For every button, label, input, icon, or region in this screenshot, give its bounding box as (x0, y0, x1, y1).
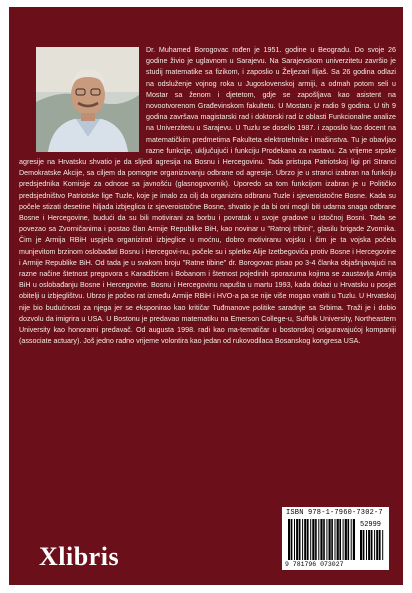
author-bio (19, 45, 396, 347)
ean-bars (288, 519, 356, 560)
isbn-barcode (282, 507, 389, 570)
isbn-number: ISBN 978-1-7960-7302-7 (286, 509, 383, 517)
back-cover (9, 7, 403, 585)
addon-bars (360, 530, 384, 560)
bio-paragraph: Dr. Muhamed Borogovac rođen je 1951. godine u Beogradu. Do svoje 26 godine živio je uglavnom u Sarajevu. Na Sarajevskom univerzitetu završio je studij matematike sa fizikom, i zaposlio u Željezari Ilijaš. Sa 26 godina odlazi na odsluženje vojnog roka u Jugoslovenskoj armiji, a odmah potom seli u Mostar sa ženom i djetetom, gdje se zapošljava kao asistent na novootvorenom Građevinskom fakultetu. U Mostaru je radio 9 godina. U tih 9 godina završava magistarski rad i doktorski rad iz oblasti Funkcionalne analize na Univerzitetu u Sarajevu. U Tuzlu se doselio 1987. i zaposlio kao docent na matematičkim predmetima Fakulteta elektrotehnike i mašinstva. Tu je obavljao razne funkcije, uključujući i funkciju Prodekana za nastavu. Za vrijeme srpske agresije na Hrvatsku shvatio je da slijedi agresija na Bosnu i Hercegovinu. Tada pristupa Patriotskoj ligi pri Stranci Demokratske Akcije, sa ciljem da pomogne organizovanju odbrane od agresije. Ubrzo je u stranci izabran na funkciju predsjednika Komisije za odnose sa javnošću (glasnogovornik). Uporedo sa tom funkcijom izabran je u Političko predsjedništvo Patriotske lige Tuzle, koje je imalo za cilj da organizira odbranu Tuzle i sjeveroistočne Bosne. Kada su počele stizati desetine hiljada izbjeglica iz sjeveroistočne Bosne, shvatio je da bi oni mogli biti udarna snaga odbrane Bosne i Hercegovine, budući da su bili motivirani za borbu i povratak u svoje gradove u istočnoj Bosni. Tada se povezao sa Zvorničanima i postao član Armije Republike BiH, kao novinar u "Ratnoj tribini", glasilu brigade Zvornika. Čim je Armija RBiH uspjela organizirati izbjeglice u moćnu, dobro motiviranu vojsku i čim je ta vojska počela munjevitom brzinom oslobađati Bosnu i Hercegovi-nu, počele su i spletke Alije Izetbegovića protiv Bosne i Hercegovine i Armije Republike BiH. Od tada je u svakom broju "Ratne tibine" dr. Borogovac pisao po 3-4 članka objašnjavajući na razne načine štetnost pregovora s Karadžićem i Bobanom i štetnost pojedinih sporazuma kojima se zaustavlja Armija BiH u oslobađanju Bosne i Hercegovine. Bosnu i Hercegovinu napušta u martu 1993, kada dolazi u Hrvatsku u posjet obitelji u izbjeglištvu. Ubrzo je počeo rat između Armije RBiH i HVO-a pa se nije više mogao vratiti u Tuzlu. U Hrvatskoj nije bio budućnosti za njega jer se eksponirao kao kritičar Tuđmanove politike saradnje sa Srbima. Traži je i dobio dozvolu da imigrira u USA. U Bostonu je predavao matematiku na Emerson College-u, Suffolk University, Northeastern University kao honorarni predavač. Od augusta 1998. radi kao ma-tematičar u bostonskoj osiguravajućoj kompaniji (associate actuary). Još jedno radno vrijeme volontira kao jedan od rukovodilaca Bosanskog kongresa USA. (19, 46, 396, 346)
price-code: 52999 (360, 521, 382, 529)
publisher-logo: Xlibris (39, 542, 120, 571)
ean-digits: 9 781796 073027 (285, 561, 344, 568)
photo-spacer (19, 45, 146, 157)
